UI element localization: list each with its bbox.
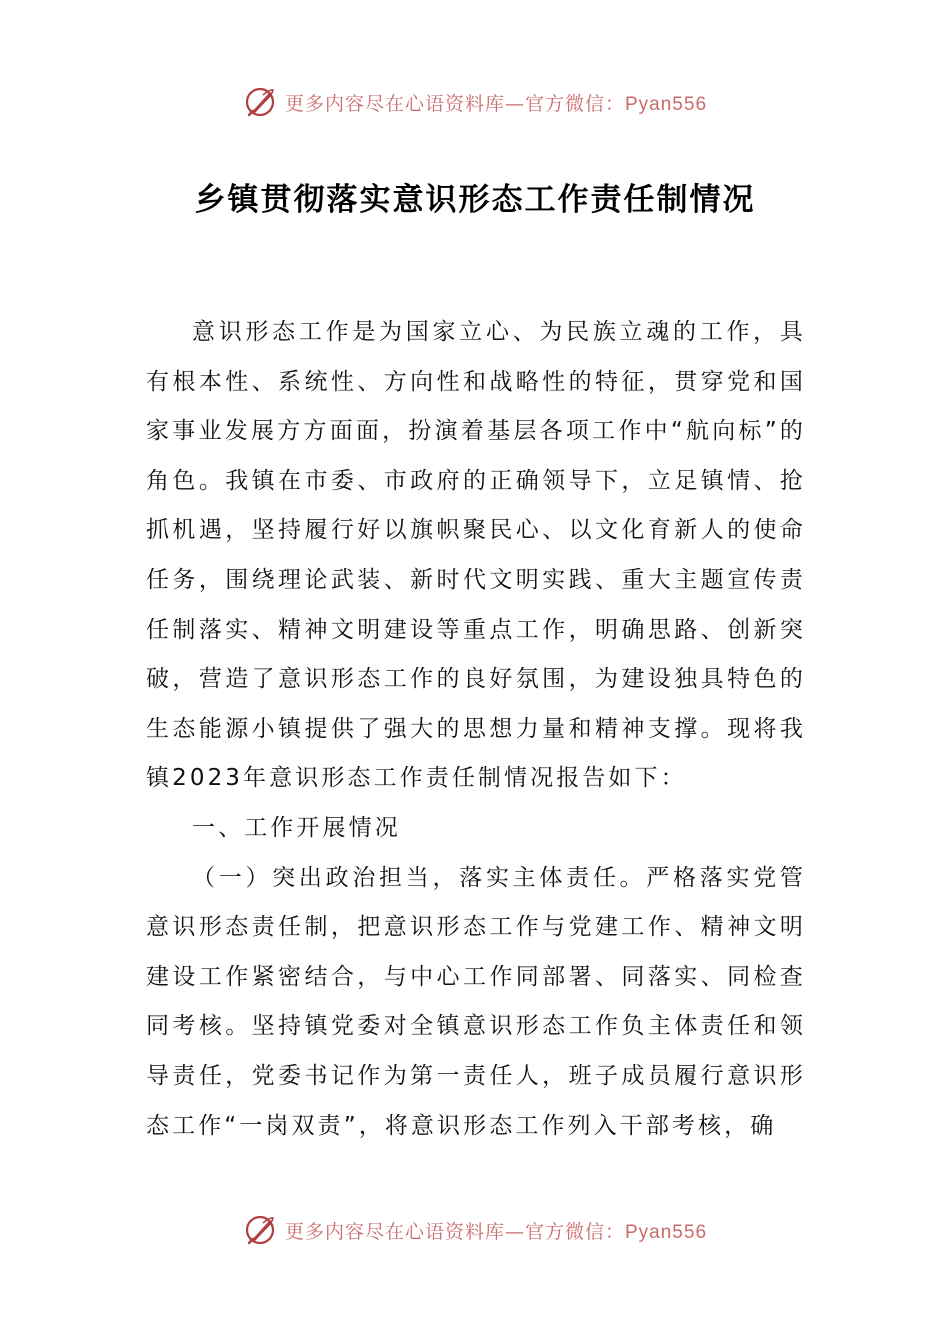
watermark-text: [285, 1217, 707, 1244]
header-watermark: [0, 80, 950, 124]
quill-pen-logo-icon: [243, 85, 277, 119]
document-body: [146, 308, 806, 1151]
document-title: 乡镇贯彻落实意识形态工作责任制情况: [194, 182, 756, 218]
section-heading: 一、工作开展情况: [192, 814, 401, 841]
footer-watermark: [0, 1208, 950, 1252]
watermark-label: 更多内容尽在心语资料库—官方微信：: [284, 92, 625, 115]
quill-pen-logo-icon: [243, 1213, 277, 1247]
body-paragraph: （一）突出政治担当，落实主体责任。严格落实党管意识形态责任制，把意识形态工作与党建工作、精神文明建设工作紧密结合，与中心工作同部署、同落实、同检查同考核。坚持镇党委对全镇意识形态工作负主体责任和领导责任，党委书记作为第一责任人，班子成员履行意识形态工作“一岗双责”，将意识形态工作列入干部考核，确: [146, 864, 806, 1139]
intro-paragraph: 意识形态工作是为国家立心、为民族立魂的工作，具有根本性、系统性、方向性和战略性的特征，贯穿党和国家事业发展方方面面，扮演着基层各项工作中“航向标”的角色。我镇在市委、市政府的正确领导下，立足镇情、抢抓机遇，坚持履行好以旗帜聚民心、以文化育新人的使命任务，围绕理论武装、新时代文明实践、重大主题宣传责任制落实、精神文明建设等重点工作，明确思路、创新突破，营造了意识形态工作的良好氛围，为建设独具特色的生态能源小镇提供了强大的思想力量和精神支撑。现将我镇2023年意识形态工作责任制情况报告如下：: [146, 319, 806, 792]
watermark-label: 更多内容尽在心语资料库—官方微信：: [284, 1220, 625, 1243]
watermark-wechat-handle: Pyan556: [625, 1221, 708, 1243]
watermark-text: [285, 89, 707, 116]
watermark-wechat-handle: Pyan556: [625, 93, 708, 115]
